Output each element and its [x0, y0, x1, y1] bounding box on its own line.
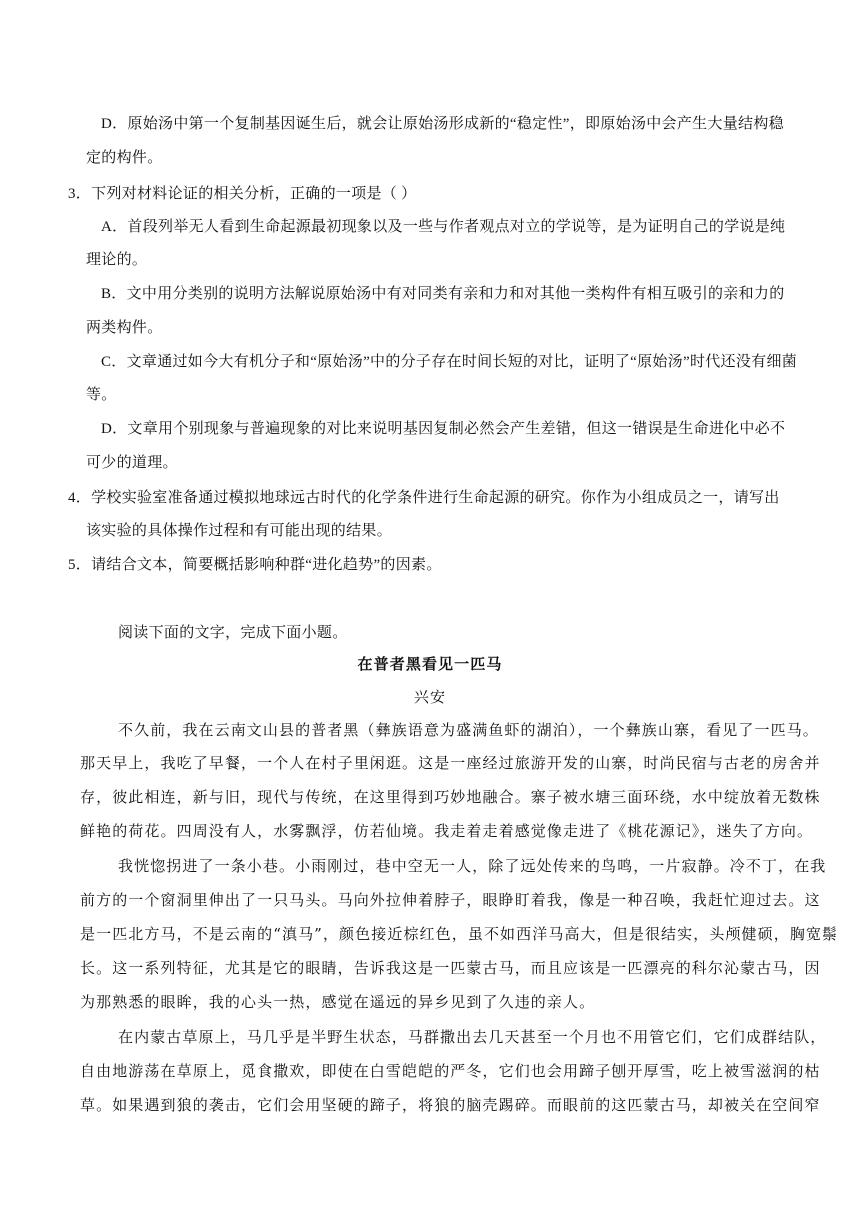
- q2-option-d-line2: 定的构件。: [86, 150, 163, 166]
- q3-stem: 3．下列对材料论证的相关分析，正确的一项是（ ）: [68, 186, 417, 202]
- passage-author: 兴安: [413, 688, 447, 706]
- reading-instruction: 阅读下面的文字，完成下面小题。: [118, 625, 348, 641]
- q5-line1: 5．请结合文本，简要概括影响种群“进化趋势”的因素。: [68, 557, 442, 573]
- q3-option-a-line2: 理论的。: [86, 252, 148, 268]
- p1-line1: 不久前，我在云南文山县的普者黑（彝族语意为盛满鱼虾的湖泊），一个彝族山寨，看见了一匹马。: [118, 721, 819, 739]
- q2-option-d-line1: D．原始汤中第一个复制基因诞生后，就会让原始汤形成新的“稳定性”，即原始汤中会产生大量结构稳: [101, 116, 784, 132]
- q3-option-c-line1: C．文章通过如今大有机分子和“原始汤”中的分子存在时间长短的对比，证明了“原始汤”时代还没有细菌: [101, 354, 798, 370]
- p1-line3: 存，彼此相连，新与旧，现代与传统，在这里得到巧妙地融合。寨子被水塘三面环绕，水中绽放着无数株: [80, 788, 821, 806]
- p1-line4: 鲜艳的荷花。四周没有人，水雾飘浮，仿若仙境。我走着走着感觉像走进了《桃花源记》，迷失了方向。: [80, 822, 814, 840]
- q3-option-c-line2: 等。: [86, 387, 117, 403]
- p3-line1: 在内蒙古草原上，马几乎是半野生状态，马群撒出去几天甚至一个月也不用管它们，它们成群结队，: [118, 1028, 827, 1046]
- q3-option-b-line1: B．文中用分类别的说明方法解说原始汤中有对同类有亲和力和对其他一类构件有相互吸引的亲和力的: [101, 286, 785, 302]
- q4-line2: 该实验的具体操作过程和有可能出现的结果。: [86, 523, 393, 539]
- q3-option-d-line1: D．文章用个别现象与普遍现象的对比来说明基因复制必然会产生差错，但这一错误是生命进化中必不: [101, 421, 786, 437]
- p2-line1: 我恍惚拐进了一条小巷。小雨刚过，巷中空无一人，除了远处传来的鸟鸣，一片寂静。冷不丁，在我: [118, 857, 827, 875]
- q3-option-a-line1: A．首段列举无人看到生命起源最初现象以及一些与作者观点对立的学说等，是为证明自己的学说是纯: [101, 219, 786, 235]
- q3-option-b-line2: 两类构件。: [86, 320, 163, 336]
- p2-line4: 长。这一系列特征，尤其是它的眼睛，告诉我这是一匹蒙古马，而且应该是一匹漂亮的科尔沁蒙古马，因: [80, 959, 821, 977]
- passage-title: 在普者黑看见一匹马: [357, 655, 503, 673]
- p3-line3: 草。如果遇到狼的袭击，它们会用坚硬的蹄子，将狼的脑壳踢碎。而眼前的这匹蒙古马，却被关在空间窄: [80, 1096, 821, 1114]
- p2-line2: 前方的一个窗洞里伸出了一只马头。马向外拉伸着脖子，眼睁盯着我，像是一种召唤，我赶忙迎过去。这: [80, 891, 821, 909]
- p3-line2: 自由地游荡在草原上，觅食撒欢，即使在白雪皑皑的严冬，它们也会用蹄子刨开厚雪，吃上被雪滋润的枯: [80, 1062, 821, 1080]
- q4-line1: 4．学校实验室准备通过模拟地球远古时代的化学条件进行生命起源的研究。你作为小组成员之一，请写出: [68, 490, 780, 506]
- p2-line3: 是一匹北方马，不是云南的“滇马”，颜色接近棕红色，虽不如西洋马高大，但是很结实，头颅健硕，胸宽鬃: [80, 925, 839, 943]
- p2-line5: 为那熟悉的眼眸，我的心头一热，感觉在遥远的异乡见到了久违的亲人。: [80, 993, 596, 1011]
- p1-line2: 那天早上，我吃了早餐，一个人在村子里闲逛。这是一座经过旅游开发的山寨，时尚民宿与古老的房舍并: [80, 754, 821, 772]
- q3-option-d-line2: 可少的道理。: [86, 455, 178, 471]
